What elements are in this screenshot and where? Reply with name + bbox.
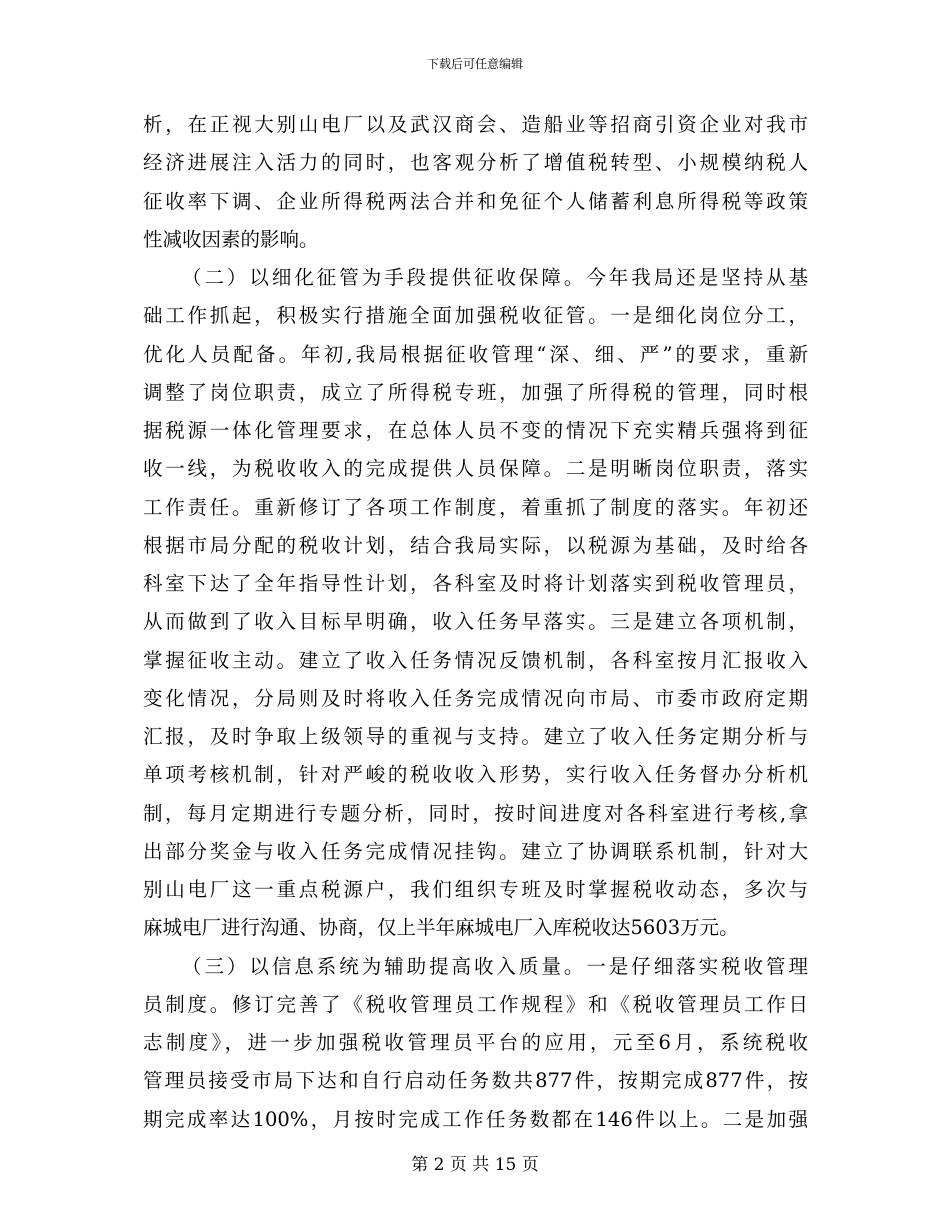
text-line: 制，每月定期进行专题分析，同时，按时间进度对各科室进行考核,拿 — [143, 801, 808, 825]
text-line: 收一线，为税收收入的完成提供人员保障。二是明晰岗位职责，落实 — [143, 457, 808, 481]
page-number-footer: 第 2 页 共 15 页 — [411, 1155, 539, 1175]
text-line: 调整了岗位职责，成立了所得税专班，加强了所得税的管理，同时根 — [143, 380, 808, 404]
paragraph-1 — [143, 106, 808, 259]
text-line: 根据市局分配的税收计划，结合我局实际，以税源为基础，及时给各 — [143, 533, 808, 557]
text-line: 单项考核机制，针对严峻的税收收入形势，实行收入任务督办分析机 — [143, 763, 808, 787]
text-line: （二）以细化征管为手段提供征收保障。今年我局还是坚持从基 — [182, 266, 808, 289]
text-line: 变化情况，分局则及时将收入任务完成情况向市局、市委市政府定期 — [143, 686, 808, 710]
text-line: 科室下达了全年指导性计划，各科室及时将计划落实到税收管理员， — [143, 572, 808, 595]
text-line: 期完成率达100%，月按时完成工作任务数都在146件以上。二是加强 — [143, 1107, 808, 1131]
document-body — [143, 106, 808, 1139]
page-header: 下载后可任意编辑 — [426, 57, 523, 71]
text-line: 员制度。修订完善了《税收管理员工作规程》和《税收管理员工作日 — [143, 992, 808, 1016]
text-line: 析，在正视大别山电厂以及武汉商会、造船业等招商引资企业对我市 — [143, 113, 808, 136]
text-line: 优化人员配备。年初,我局根据征收管理“深、细、严”的要求，重新 — [143, 342, 808, 366]
text-line: 从而做到了收入目标早明确，收入任务早落实。三是建立各项机制， — [143, 610, 808, 634]
text-line: 础工作抓起，积极实行措施全面加强税收征管。一是细化岗位分工， — [143, 304, 808, 328]
text-line: 麻城电厂进行沟通、协商，仅上半年麻城电厂入库税收达5603万元。 — [143, 916, 739, 940]
paragraph-2 — [143, 259, 808, 948]
text-line: （三）以信息系统为辅助提高收入质量。一是仔细落实税收管理 — [182, 954, 808, 978]
text-line: 汇报，及时争取上级领导的重视与支持。建立了收入任务定期分析与 — [143, 725, 808, 748]
text-line: 管理员接受市局下达和自行启动任务数共877件，按期完成877件，按 — [143, 1069, 808, 1093]
text-line: 征收率下调、企业所得税两法合并和免征个人储蓄利息所得税等政策 — [143, 189, 808, 213]
text-line: 经济进展注入活力的同时，也客观分析了增值税转型、小规模纳税人 — [143, 151, 808, 175]
text-line: 工作责任。重新修订了各项工作制度，着重抓了制度的落实。年初还 — [143, 495, 808, 519]
text-line: 据税源一体化管理要求，在总体人员不变的情况下充实精兵强将到征 — [143, 419, 808, 442]
text-line: 别山电厂这一重点税源户，我们组织专班及时掌握税收动态，多次与 — [143, 878, 808, 901]
text-line: 性减收因素的影响。 — [143, 227, 319, 251]
paragraph-3 — [143, 948, 808, 1139]
text-line: 志制度》，进一步加强税收管理员平台的应用，元至6月，系统税收 — [143, 1031, 808, 1054]
text-line: 掌握征收主动。建立了收入任务情况反馈机制，各科室按月汇报收入 — [143, 648, 808, 672]
text-line: 出部分奖金与收入任务完成情况挂钩。建立了协调联系机制，针对大 — [143, 839, 808, 863]
